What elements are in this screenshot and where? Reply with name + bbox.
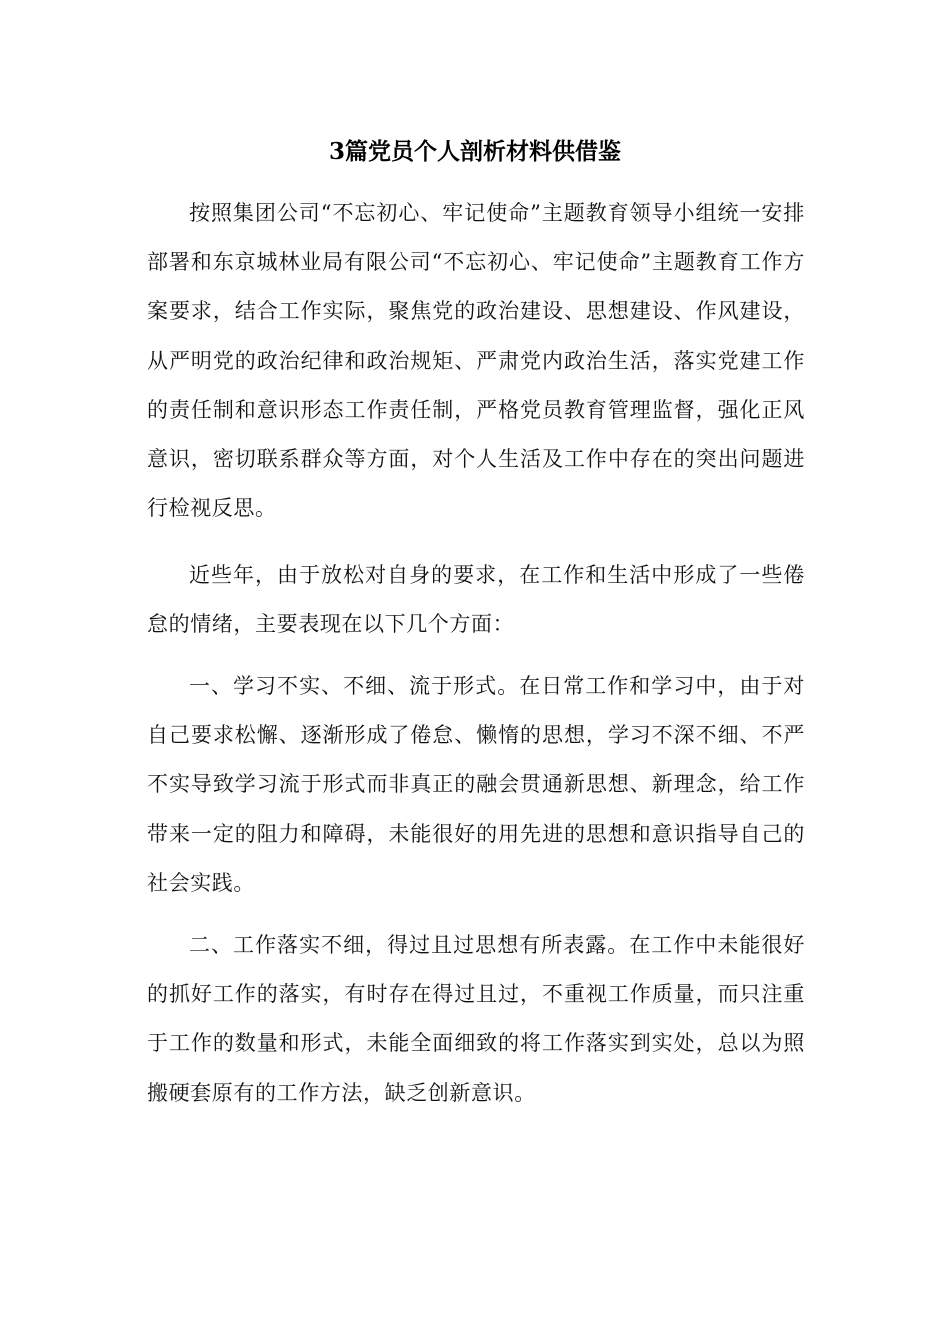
paragraph-overview: 近些年，由于放松对自身的要求，在工作和生活中形成了一些倦怠的情绪，主要表现在以下几个方面： [147,563,805,637]
paragraph-point-two: 二、工作落实不细，得过且过思想有所表露。在工作中未能很好的抓好工作的落实，有时存在得过且过，不重视工作质量，而只注重于工作的数量和形式，未能全面细致的将工作落实到实处，总以为照搬硬套原有的工作方法，缺乏创新意识。 [147,933,805,1105]
paragraph-point-one: 一、学习不实、不细、流于形式。在日常工作和学习中，由于对自己要求松懈、逐渐形成了倦怠、懒惰的思想，学习不深不细、不严不实导致学习流于形式而非真正的融会贯通新思想、新理念，给工作带来一定的阻力和障碍，未能很好的用先进的思想和意识指导自己的社会实践。 [147,674,805,895]
paragraph-intro: 按照集团公司“不忘初心、牢记使命”主题教育领导小组统一安排部署和东京城林业局有限公司“不忘初心、牢记使命”主题教育工作方案要求，结合工作实际，聚焦党的政治建设、思想建设、作风建设，从严明党的政治纪律和政治规矩、严肃党内政治生活，落实党建工作的责任制和意识形态工作责任制，严格党员教育管理监督，强化正风意识，密切联系群众等方面，对个人生活及工作中存在的突出问题进行检视反思。 [147,201,805,521]
document-title: 3篇党员个人剖析材料供借鉴 [328,138,621,165]
